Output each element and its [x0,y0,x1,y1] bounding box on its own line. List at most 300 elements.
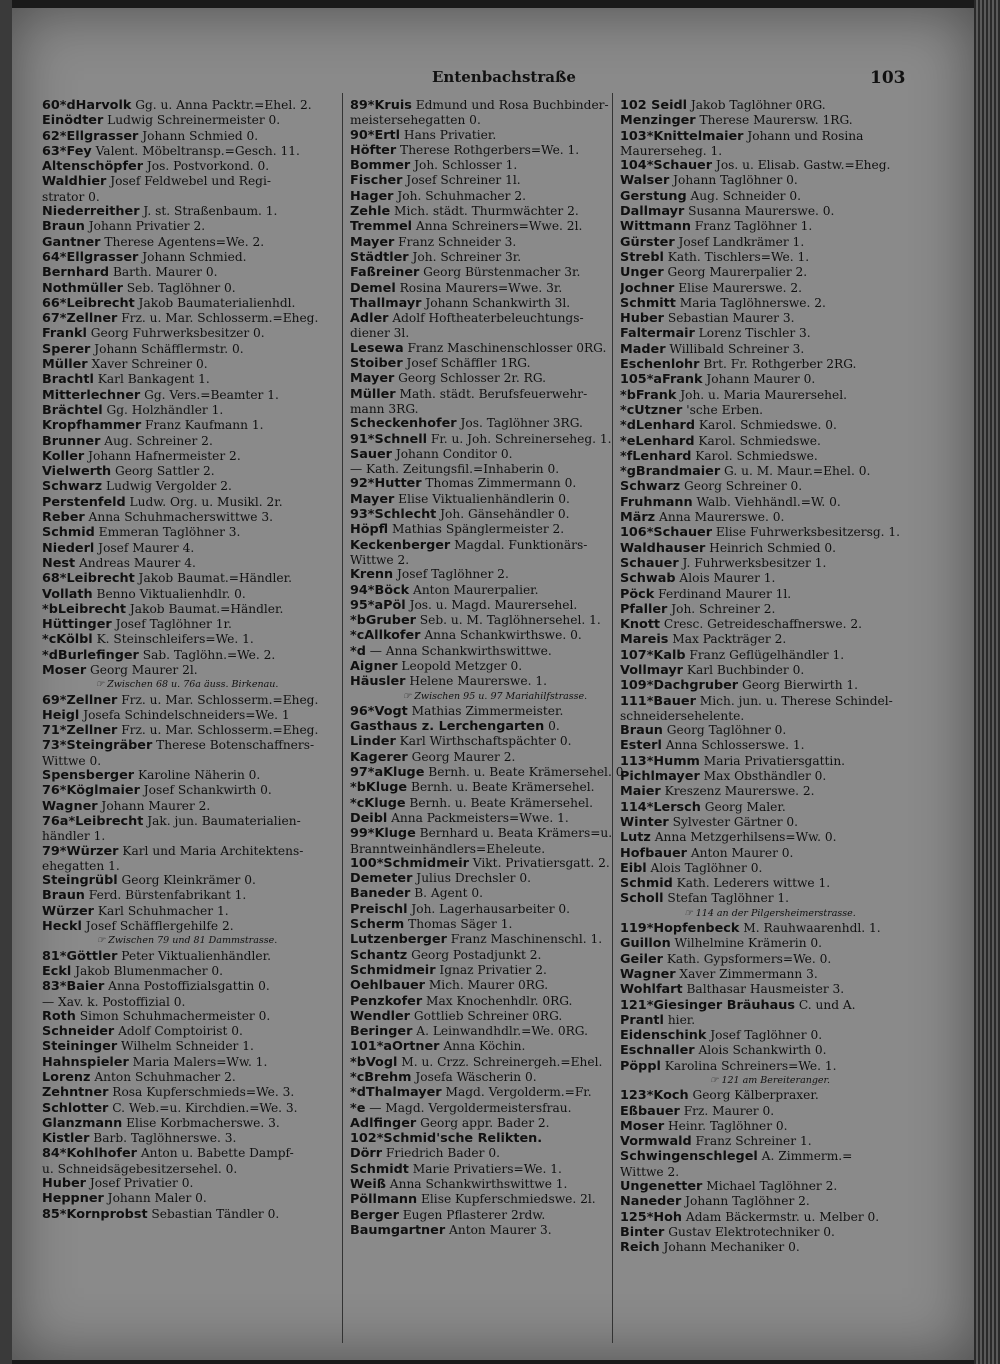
entry-name: 119*Hopfenbeck [620,921,740,937]
entry-details: Johann Hafnermeister 2. [84,448,241,463]
entry-name: Fruhmann [620,494,693,510]
directory-entry [620,541,920,556]
entry-name: Jochner [620,280,675,296]
entry-details: Josef Privatier 0. [85,1176,194,1191]
entry-name: *dThalmayer [350,1085,442,1101]
entry-name: Hofbauer [620,845,687,861]
column-2 [350,98,640,1238]
entry-name: Bernhard [42,265,110,281]
directory-entry [620,648,920,663]
directory-entry [42,144,332,159]
directory-entry [620,342,920,357]
entry-name: Steingrübl [42,873,118,889]
entry-details: Anna Metzgerhilsens=Ww. 0. [650,830,837,845]
entry-name: 81*Göttler [42,948,118,964]
directory-entry [620,723,920,738]
book-page-edges [974,0,1000,1364]
directory-entry [350,886,640,901]
entry-name: Knott [620,617,661,633]
entry-name: 123*Koch [620,1088,689,1104]
entry-name: Braun [620,723,663,739]
entry-details: Georg Kleinkrämer 0. [117,873,256,888]
directory-entry [42,1055,332,1070]
entry-name: Krenn [350,567,394,583]
entry-name: Wagner [42,798,98,814]
entry-name: Nest [42,555,76,571]
entry-details: Maurerseheg. 1. [620,143,723,158]
entry-details: Mathias Zimmermeister. [407,703,564,718]
directory-entry [350,1085,640,1100]
entry-details: Sebastian Maurer 3. [663,311,795,326]
directory-entry [42,1146,332,1161]
directory-entry [42,708,332,723]
entry-details: — Magd. Vergoldermeistersfrau. [365,1100,572,1115]
entry-name: Roth [42,1008,76,1024]
entry-details: Josefa Schindelschneiders=We. 1 [79,707,290,722]
entry-name: Wohlfart [620,982,683,998]
entry-name: Prantl [620,1012,664,1028]
directory-entry [350,356,640,371]
entry-details: Joh. Lagerhausarbeiter 0. [407,901,571,916]
entry-name: Schlotter [42,1100,109,1116]
entry-details: Adam Bäckermstr. u. Melber 0. [682,1209,880,1224]
directory-entry [350,842,640,856]
directory-entry [350,1223,640,1238]
directory-entry [350,1070,640,1085]
directory-entry [620,1013,920,1028]
directory-entry [42,632,332,647]
entry-name: Scholl [620,891,664,907]
entry-details: G. u. M. Maur.=Ehel. 0. [720,464,871,479]
entry-name: 106*Schauer [620,525,713,541]
entry-details: Rosina Maurers=Wwe. 3r. [395,280,563,295]
directory-entry [620,967,920,982]
entry-details: M. u. Crzz. Schreinergeh.=Ehel. [397,1054,603,1069]
directory-entry [620,189,920,204]
entry-details: Anna Schlosserswe. 1. [661,738,805,753]
directory-entry [350,1024,640,1039]
entry-details: Wittwe 0. [42,753,102,768]
entry-name: Faltermair [620,326,695,342]
entry-name: Schauer [620,555,679,571]
entry-name: 96*Vogt [350,703,408,719]
directory-entry [42,571,332,586]
directory-entry [620,1134,920,1149]
entry-details: Johann Schmied 0. [138,128,259,143]
directory-entry [350,447,640,462]
entry-name: Frankl [42,326,87,342]
directory-entry [350,765,640,780]
directory-entry [42,919,332,934]
entry-details: Jakob Baumaterialienhdl. [134,295,296,310]
entry-name: Demeter [350,871,413,887]
entry-name: Penzkofer [350,993,423,1009]
entry-details: Joh. Gänsehändler 0. [436,507,570,522]
entry-details: Hans Privatier. [400,127,497,142]
directory-entry [350,173,640,188]
entry-name: 109*Dachgruber [620,678,739,694]
directory-entry [350,1009,640,1024]
directory-entry [350,113,640,127]
entry-name: Baumgartner [350,1222,446,1238]
entry-details: Andreas Maurer 4. [75,555,196,570]
entry-details: Max Obsthändler 0. [699,769,827,784]
entry-name: Vollmayr [620,662,683,678]
entry-name: Gerstung [620,188,687,204]
entry-details: Georg Kälberpraxer. [688,1088,819,1103]
directory-entry [350,978,640,993]
entry-details: Walb. Viehhändl.=W. 0. [692,494,841,509]
directory-entry [42,1070,332,1085]
entry-details: Wilhelmine Krämerin 0. [670,936,823,951]
directory-entry [350,492,640,507]
directory-entry [620,602,920,617]
directory-entry [350,250,640,265]
entry-details: Xaver Zimmermann 3. [675,966,818,981]
directory-entry [350,1192,640,1207]
directory-entry [350,856,640,871]
entry-details: Karl Wirthschaftspächter 0. [395,734,572,749]
entry-details: Frz. u. Mar. Schlosserm.=Eheg. [117,723,319,738]
directory-entry [350,750,640,765]
directory-entry [620,144,920,158]
entry-name: *bFrank [620,387,677,403]
entry-details: händler 1. [42,829,106,844]
entry-name: Perstenfeld [42,494,126,510]
entry-details: Jos. Taglöhner 3RG. [456,416,583,431]
directory-entry [350,522,640,537]
directory-entry [350,796,640,811]
entry-name: Vollath [42,586,93,602]
entry-details: Josef Taglöhner 0. [706,1028,823,1043]
directory-entry [42,98,332,113]
entry-name: Huber [42,1176,86,1192]
entry-details: Johann Schäfflermstr. 0. [90,341,244,356]
directory-entry [42,495,332,510]
entry-details: Emmeran Taglöhner 3. [94,525,241,540]
directory-entry [620,434,920,449]
entry-name: Heigl [42,707,80,723]
entry-details: Georg Schlosser 2r. RG. [394,371,546,386]
entry-name: *gBrandmaier [620,464,721,480]
entry-details: Barb. Taglöhnerswe. 3. [89,1131,237,1146]
directory-entry [350,281,640,296]
directory-entry [350,719,640,734]
entry-name: Wagner [620,966,676,982]
page-number: 103 [870,68,906,88]
entry-details: ☞ Zwischen 95 u. 97 Mariahilfstrasse. [402,690,588,702]
entry-details: Anton Maurer 0. [686,845,794,860]
entry-name: 62*Ellgrasser [42,128,139,144]
directory-entry [620,464,920,479]
entry-name: Brunner [42,433,101,449]
directory-entry [42,783,332,798]
entry-details: Georg Postadjunkt 2. [407,947,542,962]
entry-name: 89*Kruis [350,98,412,113]
directory-entry [350,948,640,963]
entry-details: Anna Köchin. [439,1039,526,1054]
entry-name: *d [350,643,366,659]
directory-entry [42,403,332,418]
directory-entry [42,859,332,873]
directory-entry [42,1176,332,1191]
entry-details: Josef Schäffler 1RG. [402,356,531,371]
directory-entry [42,979,332,994]
entry-details: Branntweinhändlers=Eheleute. [350,841,546,856]
entry-name: Unger [620,265,664,281]
entry-name: 83*Baier [42,979,105,995]
entry-details: schneidersehelente. [620,708,745,723]
directory-entry [350,1208,640,1223]
entry-details: Georg Maler. [700,799,786,814]
entry-details: meistersehegatten 0. [350,113,481,128]
directory-entry [42,799,332,814]
entry-details: Therese Rothgerbers=We. 1. [396,142,580,157]
directory-entry [42,250,332,265]
entry-name: 68*Leibrecht [42,571,135,587]
entry-name: 71*Zellner [42,723,118,739]
entry-name: Hahnspieler [42,1054,129,1070]
entry-name: 76a*Leibrecht [42,813,144,829]
entry-details: Magd. Vergolderm.=Fr. [441,1085,592,1100]
entry-details: ☞ 114 an der Pilgersheimerstrasse. [684,907,856,919]
directory-entry [42,1131,332,1146]
entry-details: diener 3l. [350,326,410,341]
entry-details: ☞ Zwischen 79 und 81 Dammstrasse. [96,935,278,947]
directory-entry [350,811,640,826]
entry-details: Franz Schreiner 1. [691,1134,812,1149]
entry-details: Johann Maurer 2. [97,798,211,813]
entry-name: Heckl [42,919,82,935]
entry-name: 104*Schauer [620,158,713,174]
entry-name: Fischer [350,173,403,189]
entry-name: Scheckenhofer [350,416,457,432]
entry-name: 97*aKluge [350,765,425,781]
entry-name: Zehle [350,204,391,220]
entry-name: Huber [620,311,664,327]
entry-name: Keckenberger [350,537,451,553]
entry-details: Therese Maurersw. 1RG. [695,113,853,128]
entry-details: Anton u. Babette Dampf- [136,1146,294,1161]
entry-details: Vikt. Privatiersgatt. 2. [468,855,610,870]
directory-entry [42,479,332,494]
entry-name: *dLenhard [620,418,696,434]
entry-details: Michael Taglöhner 2. [702,1179,838,1194]
entry-details: A. Zimmerm.= [757,1149,853,1164]
entry-name: 91*Schnell [350,431,427,447]
directory-entry [42,904,332,919]
entry-details: Josef Maurer 4. [94,540,195,555]
entry-details: Lorenz Tischler 3. [694,326,811,341]
entry-name: Schmidmeir [350,962,436,978]
directory-entry [350,1101,640,1116]
entry-details: Franz Schneider 3. [394,234,517,249]
entry-name: Häusler [350,674,406,690]
entry-details: Eugen Pflasterer 2rdw. [398,1207,546,1222]
entry-details: Johann Taglöhner 0. [669,173,798,188]
entry-name: Koller [42,448,85,464]
entry-details: Wittwe 2. [620,1164,680,1179]
entry-name: 93*Schlecht [350,507,437,523]
directory-entry [42,663,332,678]
directory-entry [620,663,920,678]
directory-entry [620,846,920,861]
directory-entry [620,173,920,188]
directory-entry [350,416,640,431]
entry-name: *cAllkofer [350,628,421,644]
entry-details: Susanna Maurerswe. 0. [684,204,835,219]
entry-details: Helene Maurerswe. 1. [405,674,547,689]
entry-details: u. Schneidsägebesitzersehel. 0. [42,1161,238,1176]
cross-street-note [620,907,920,921]
directory-entry [620,158,920,173]
entry-name: Waldhauser [620,540,706,556]
entry-details: Johann Schmied. [138,249,247,264]
entry-name: 92*Hutter [350,476,422,492]
entry-name: 111*Bauer [620,693,696,709]
directory-entry [350,871,640,886]
entry-details: C. und A. [794,997,856,1012]
directory-entry [620,281,920,296]
entry-name: Schwarz [42,479,103,495]
directory-page [12,8,974,1360]
entry-details: Anna Schankwirthswe. 0. [420,628,582,643]
entry-name: Thallmayr [350,295,422,311]
entry-name: Walser [620,173,670,189]
directory-entry [350,674,640,689]
entry-name: Dallmayr [620,204,685,220]
entry-name: Kagerer [350,749,408,765]
directory-entry [620,571,920,586]
entry-name: *cBrehm [350,1070,412,1085]
entry-details: Peter Viktualienhändler. [117,948,271,963]
directory-entry [42,159,332,174]
directory-entry [42,814,332,829]
directory-entry [620,830,920,845]
entry-details: Franz Maschinenschlosser 0RG. [403,340,607,355]
entry-details: Johann Maler 0. [103,1191,207,1206]
entry-details: Sebastian Tändler 0. [147,1206,280,1221]
entry-details: Georg appr. Bader 2. [416,1115,550,1130]
entry-details: Karol. Schmiedswe. 0. [695,418,837,433]
entry-name: Eibl [620,860,647,876]
directory-entry [350,219,640,234]
directory-entry [620,784,920,799]
entry-details: Mich. städt. Thurmwächter 2. [390,204,579,219]
entry-details: Jakob Blumenmacher 0. [71,963,224,978]
entry-name: Gasthaus z. Lerchengarten [350,719,545,735]
entry-details: Joh. Schuhmacher 2. [393,188,526,203]
entry-name: Esterl [620,738,662,754]
entry-name: Städtler [350,249,409,265]
directory-entry [42,829,332,843]
directory-entry [350,143,640,158]
directory-entry [620,1194,920,1209]
entry-name: *bLeibrecht [42,601,127,617]
entry-name: Stoiber [350,356,403,372]
directory-entry [42,1101,332,1116]
entry-details: Bernh. u. Beate Krämersehel. 0. [424,765,628,780]
entry-name: 102 Seidl [620,98,687,113]
entry-name: Müller [350,386,396,402]
entry-details: Max Packträger 2. [668,632,787,647]
entry-details: Leopold Metzger 0. [397,658,523,673]
entry-name: Mayer [350,491,395,507]
directory-entry [620,372,920,387]
directory-entry [620,98,920,113]
entry-name: Baneder [350,886,411,902]
entry-details: Wittwe 2. [350,552,410,567]
entry-details: Valent. Möbeltransp.=Gesch. 11. [91,143,300,158]
directory-entry [620,1149,920,1164]
directory-entry [620,1240,920,1255]
entry-details: Maria Privatiersgattin. [699,753,846,768]
entry-details: Joh. u. Maria Maurersehel. [676,387,848,402]
entry-details: Balthasar Hausmeister 3. [682,982,845,997]
entry-details: Josef Taglöhner 2. [393,567,509,582]
entry-name: Gürster [620,234,675,250]
entry-details: Georg Sattler 2. [111,464,215,479]
directory-entry [42,587,332,602]
directory-entry [42,418,332,433]
entry-name: Adlfinger [350,1115,417,1131]
directory-entry [42,311,332,326]
directory-entry [42,541,332,556]
directory-entry [42,1009,332,1024]
directory-entry [42,204,332,219]
entry-details: Stefan Taglöhner 1. [663,891,790,906]
entry-details: A. Leinwandhdlr.=We. 0RG. [412,1024,588,1039]
directory-entry [42,372,332,387]
entry-name: Faßreiner [350,265,420,281]
entry-details: Gg. Holzhändler 1. [102,402,224,417]
entry-details: Heinr. Taglöhner 0. [664,1118,788,1133]
entry-details: mann 3RG. [350,401,419,416]
entry-details: Alois Taglöhner 0. [646,860,763,875]
entry-details: Fr. u. Joh. Schreinerseheg. 1. [426,431,612,446]
entry-name: Adler [350,311,389,327]
entry-details: Jakob Baumat.=Händler. [134,571,293,586]
entry-details: Jak. jun. Baumaterialien- [143,813,301,828]
entry-details: Therese Botenschaffners- [152,738,315,753]
entry-details: Benno Viktualienhdlr. 0. [92,586,246,601]
directory-entry [620,311,920,326]
directory-entry [620,403,920,418]
entry-name: Schwingenschlegel [620,1149,758,1165]
entry-details: Sylvester Gärtner 0. [668,814,799,829]
directory-entry [620,1043,920,1058]
entry-details: ☞ 121 am Bereiteranger. [709,1075,831,1086]
directory-entry [620,525,920,540]
entry-name: Mitterlechner [42,387,141,403]
entry-details: Aug. Schneider 0. [686,188,802,203]
entry-details: ehegatten 1. [42,858,120,873]
directory-entry [620,510,920,525]
directory-entry [620,556,920,571]
entry-details: Brt. Fr. Rothgerber 2RG. [699,357,857,372]
entry-name: Schmid [620,876,673,892]
entry-details: Rosa Kupferschmieds=We. 3. [108,1085,295,1100]
entry-name: 95*aPöl [350,597,406,613]
entry-details: Julius Drechsler 0. [412,871,531,886]
directory-entry [42,357,332,372]
entry-details: Anton Maurerpalier. [409,582,539,597]
directory-entry [42,510,332,525]
directory-entry [42,235,332,250]
entry-name: Höpfl [350,522,389,538]
entry-name: Moser [620,1118,665,1134]
entry-details: C. Web.=u. Kirchdien.=We. 3. [108,1100,298,1115]
